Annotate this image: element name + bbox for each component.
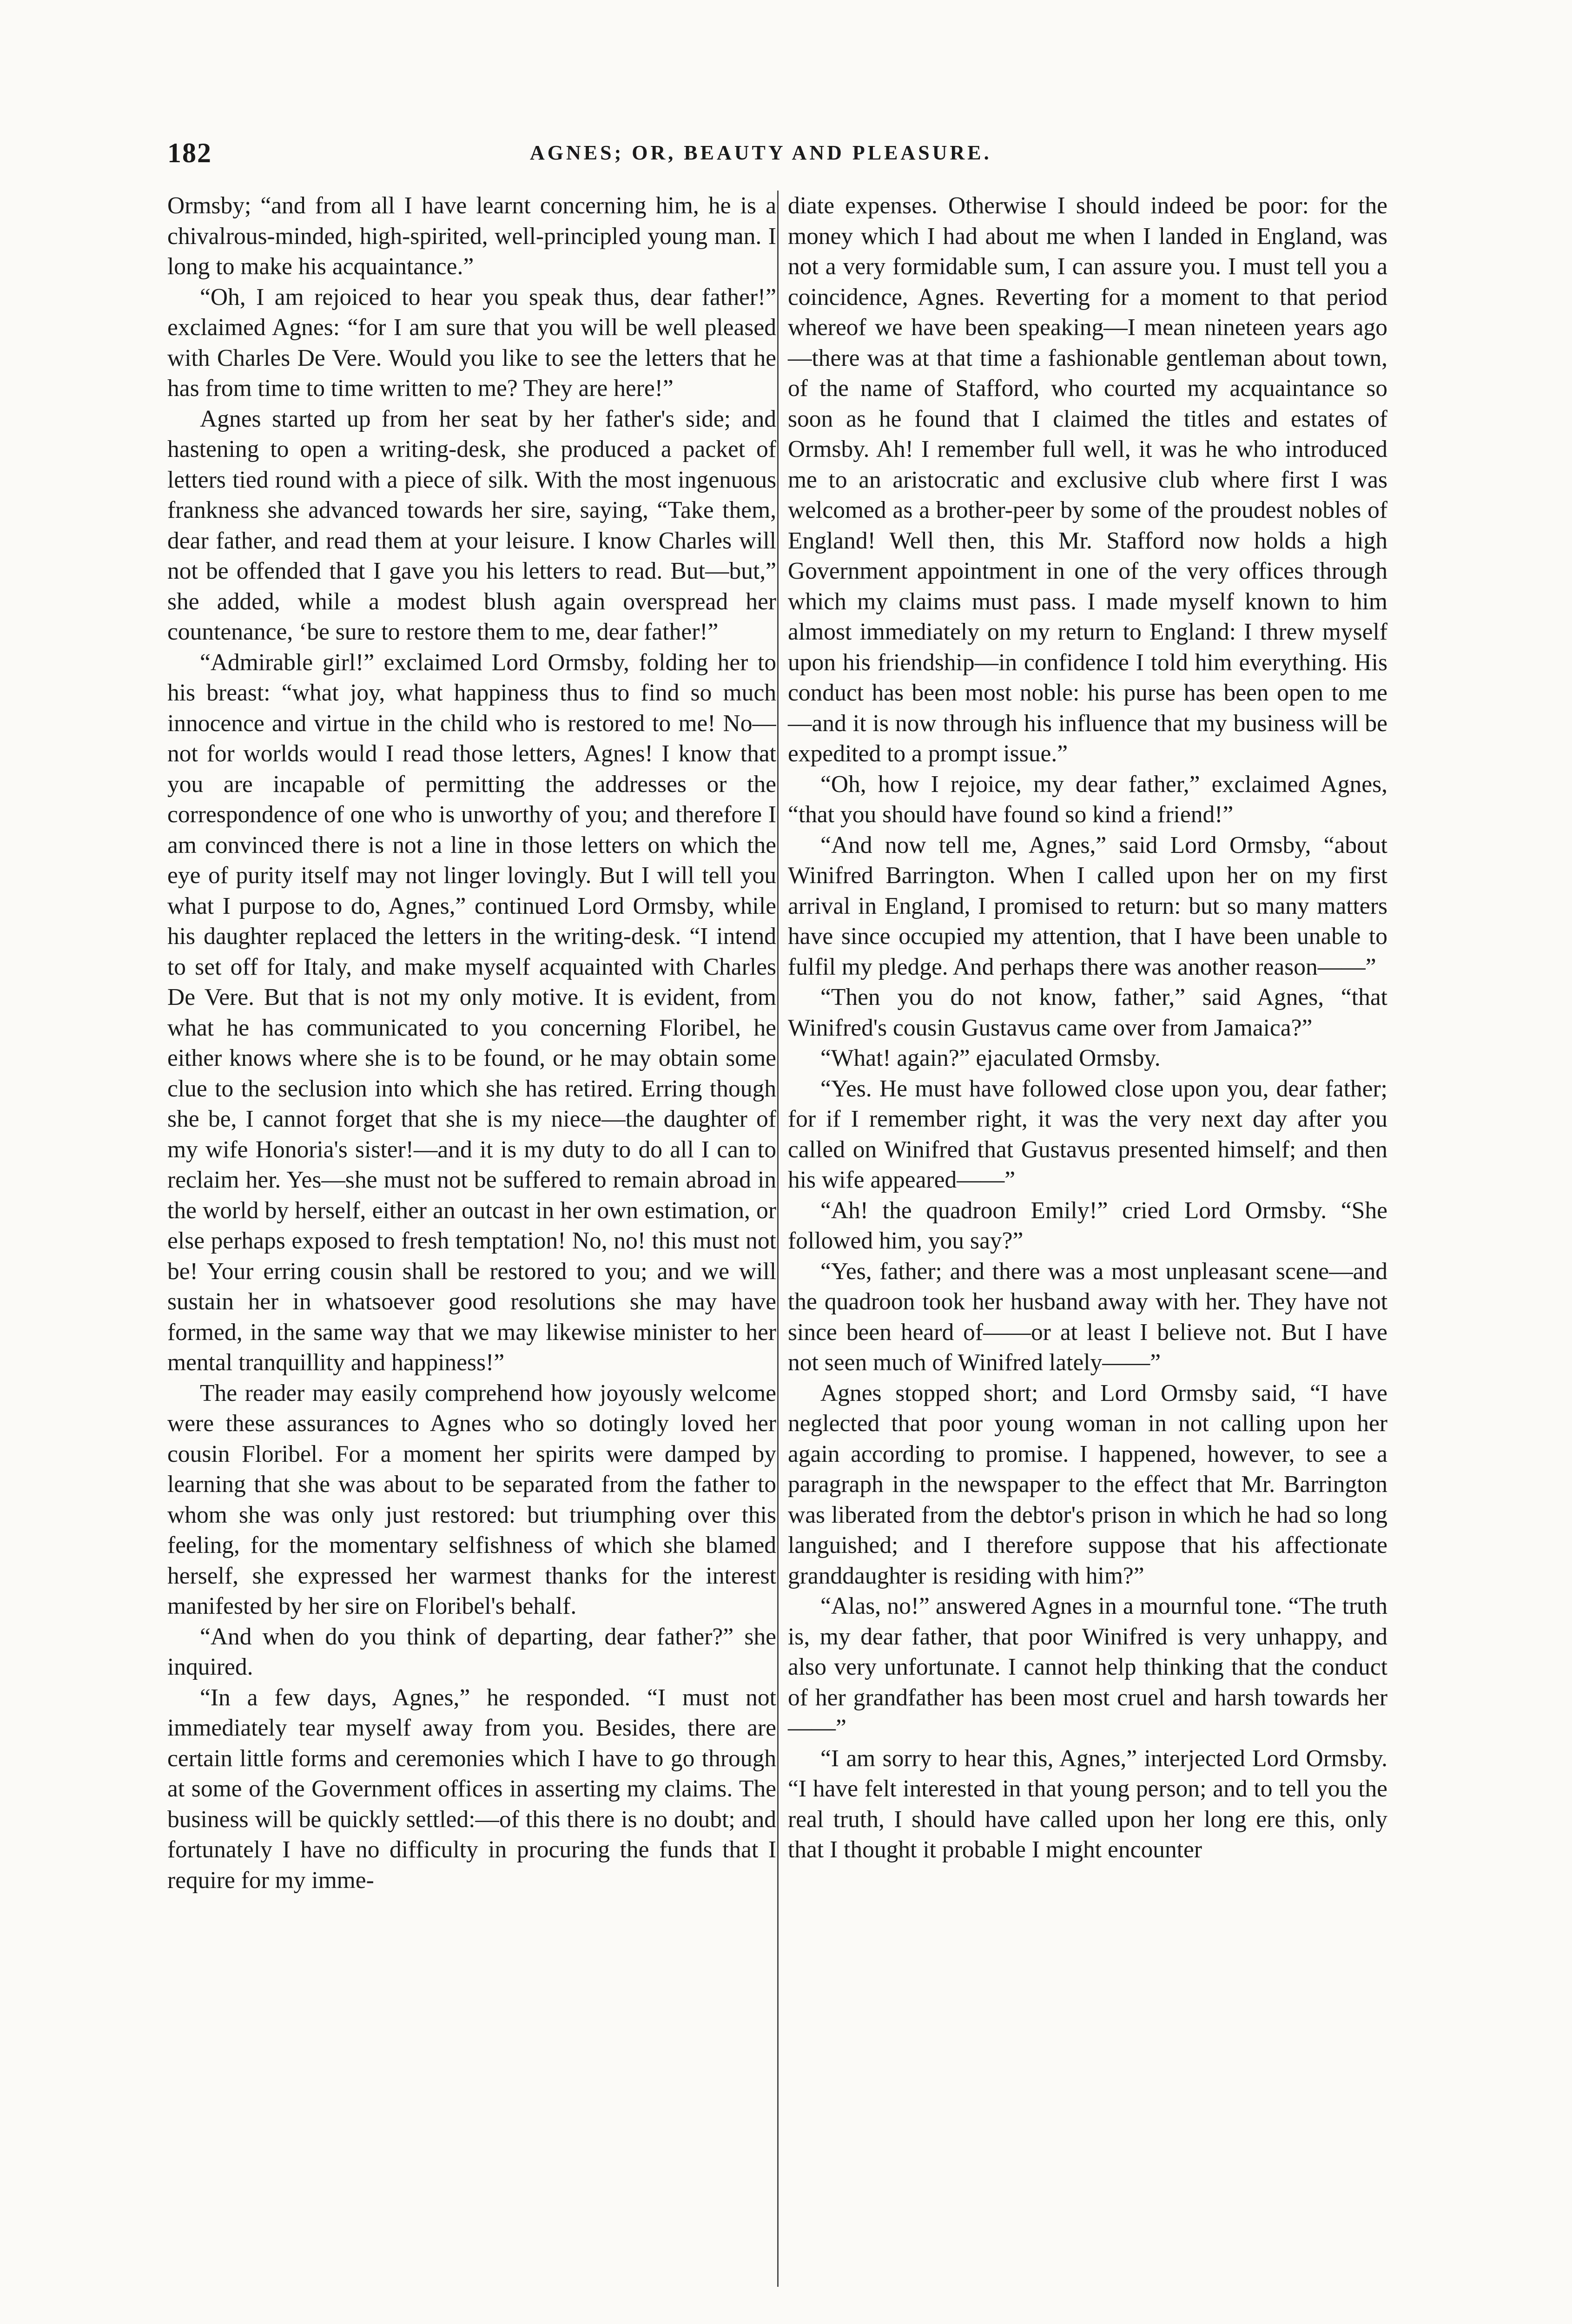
- paragraph: “And when do you think of departing, dear father?” she inquired.: [167, 1623, 776, 1680]
- page-header: [167, 137, 1376, 179]
- left-column: [167, 191, 776, 2287]
- paragraph: “Alas, no!” answered Agnes in a mournful tone. “The truth is, my dear father, that poor Winifred is very unhappy, and also very unfortunate. I cannot help thinking that the conduct of her grandfather has been most cruel and harsh towards her——”: [788, 1593, 1387, 1741]
- paragraph: “Then you do not know, father,” said Agnes, “that Winifred's cousin Gustavus came over from Jamaica?”: [788, 984, 1387, 1041]
- paragraph: “Admirable girl!” exclaimed Lord Ormsby, folding her to his breast: “what joy, what happiness thus to find so much innocence and virtue in the child who is restored to me! No—not for worlds would I read those letters, Agnes! I know that you are incapable of permitting the addresses or the correspondence of one who is unworthy of you; and therefore I am convinced there is not a line in those letters on which the eye of purity itself may not linger lovingly. But I will tell you what I purpose to do, Agnes,” continued Lord Ormsby, while his daughter replaced the letters in the writing-desk. “I intend to set off for Italy, and make myself acquainted with Charles De Vere. But that is not my only motive. It is evident, from what he has communicated to you concerning Floribel, he either knows where she is to be found, or he may obtain some clue to the seclusion into which she has retired. Erring though she be, I cannot forget that she is my niece—the daughter of my wife Honoria's sister!—and it is my duty to do all I can to reclaim her. Yes—she must not be suffered to remain abroad in the world by herself, either an outcast in her own estimation, or else perhaps exposed to fresh temptation! No, no! this must not be! Your erring cousin shall be restored to you; and we will sustain her in whatsoever good resolutions she may have formed, in the same way that we may likewise minister to her mental tranquillity and happiness!”: [167, 649, 776, 1376]
- paragraph: “Oh, I am rejoiced to hear you speak thus, dear father!” exclaimed Agnes: “for I am sure that you will be well pleased with Charles De Vere. Would you like to see the letters that he has from time to time written to me? They are here!”: [167, 284, 776, 402]
- page-number: 182: [167, 138, 212, 168]
- paragraph: diate expenses. Otherwise I should indeed be poor: for the money which I had about me when I landed in England, was not a very formidable sum, I can assure you. I must tell you a coincidence, Agnes. Reverting for a moment to that period whereof we have been speaking—I mean nineteen years ago—there was at that time a fashionable gentleman about town, of the name of Stafford, who courted my acquaintance so soon as he found that I claimed the titles and estates of Ormsby. Ah! I remember full well, it was he who introduced me to an aristocratic and exclusive club where first I was welcomed as a brother-peer by some of the proudest nobles of England! Well then, this Mr. Stafford now holds a high Government appointment in one of the very offices through which my claims must pass. I made myself known to him almost immediately on my return to England: I threw myself upon his friendship—in confidence I told him everything. His conduct has been most noble: his purse has been open to me—and it is now through his influence that my business will be expedited to a prompt issue.”: [788, 192, 1387, 767]
- paragraph: “I am sorry to hear this, Agnes,” interjected Lord Ormsby. “I have felt interested in that young person; and to tell you the real truth, I should have called upon her long ere this, only that I thought it probable I might encounter: [788, 1745, 1387, 1863]
- paragraph: Ormsby; “and from all I have learnt concerning him, he is a chivalrous-minded, high-spirited, well-principled young man. I long to make his acquaintance.”: [167, 192, 776, 280]
- paragraph: The reader may easily comprehend how joyously welcome were these assurances to Agnes who so dotingly loved her cousin Floribel. For a moment her spirits were damped by learning that she was about to be separated from the father to whom she was only just restored: but triumphing over this feeling, for the momentary selfishness of which she blamed herself, she expressed her warmest thanks for the interest manifested by her sire on Floribel's behalf.: [167, 1380, 776, 1619]
- paragraph: “And now tell me, Agnes,” said Lord Ormsby, “about Winifred Barrington. When I called upon her on my first arrival in England, I promised to return: but so many matters have since occupied my attention, that I have been unable to fulfil my pledge. And perhaps there was another reason——”: [788, 832, 1387, 980]
- paragraph: “In a few days, Agnes,” he responded. “I must not immediately tear myself away from you. Besides, there are certain little forms and ceremonies which I have to go through at some of the Government offices in asserting my claims. The business will be quickly settled:—of this there is no doubt; and fortunately I have no difficulty in procuring the funds that I require for my imme-: [167, 1684, 776, 1894]
- paragraph: “Oh, how I rejoice, my dear father,” exclaimed Agnes, “that you should have found so kind a friend!”: [788, 771, 1387, 828]
- paragraph: “What! again?” ejaculated Ormsby.: [820, 1045, 1161, 1071]
- running-head: AGNES; OR, BEAUTY AND PLEASURE.: [530, 141, 992, 164]
- right-column: [777, 191, 1387, 2287]
- paragraph: “Yes, father; and there was a most unpleasant scene—and the quadroon took her husband away with her. They have not since been heard of——or at least I believe not. But I have not seen much of Winifred lately——”: [788, 1258, 1387, 1376]
- paragraph: “Yes. He must have followed close upon you, dear father; for if I remember right, it was the very next day after you called on Winifred that Gustavus presented himself; and then his wife appeared——”: [788, 1075, 1387, 1193]
- paragraph: “Ah! the quadroon Emily!” cried Lord Ormsby. “She followed him, you say?”: [788, 1197, 1387, 1254]
- paragraph: Agnes stopped short; and Lord Ormsby said, “I have neglected that poor young woman in not calling upon her again according to promise. I happened, however, to see a paragraph in the newspaper to the effect that Mr. Barrington was liberated from the debtor's prison in which he had so long languished; and I therefore suppose that his affectionate granddaughter is residing with him?”: [788, 1380, 1387, 1589]
- paragraph: Agnes started up from her seat by her father's side; and hastening to open a writing-desk, she produced a packet of letters tied round with a piece of silk. With the most ingenuous frankness she advanced towards her sire, saying, “Take them, dear father, and read them at your leisure. I know Charles will not be offended that I gave you his letters to read. But—but,” she added, while a modest blush again overspread her countenance, ‘be sure to restore them to me, dear father!”: [167, 405, 776, 645]
